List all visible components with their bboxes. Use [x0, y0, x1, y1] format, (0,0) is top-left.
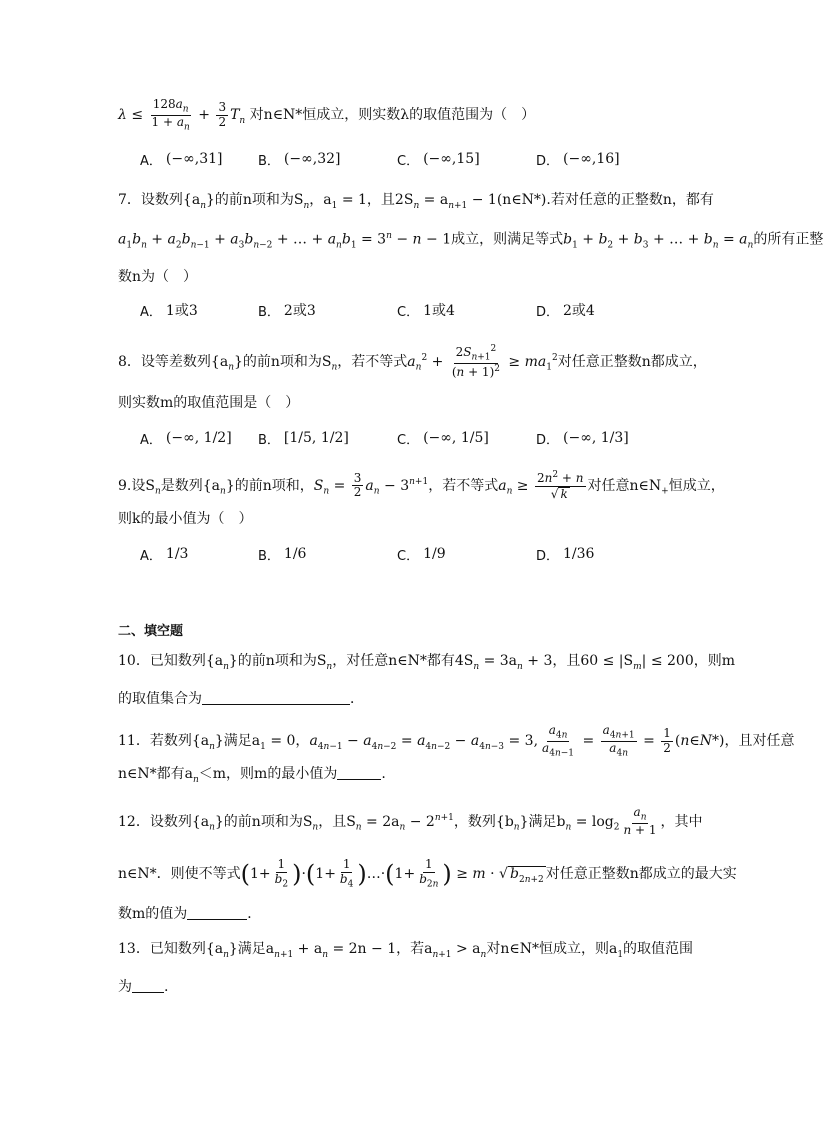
fraction: $\frac{1}{b_4}$ [339, 857, 354, 890]
fraction: $\frac{2S_{n+1}^2}{(n + 1)^2}$ [451, 344, 500, 379]
q6-option-a[interactable]: A． (−∞,31] [140, 151, 223, 169]
q7-option-a[interactable]: A． 1或3 [140, 303, 198, 320]
fraction: $\frac{1}{2}$ [663, 725, 671, 755]
q8-option-b[interactable]: B． [1/5, 1/2] [258, 430, 349, 448]
fraction: $\frac{1}{b_{2n}}$ [419, 857, 439, 890]
q8-option-d[interactable]: D． (−∞, 1/3] [536, 430, 629, 448]
q7-line3: 数n为（ ） [118, 269, 198, 285]
q11-line2: n∈N*都有$a_n<m$，则m的最小值为 . [118, 766, 386, 785]
fraction: $\frac{a_{4n}}{a_{4n-1}}$ [542, 723, 575, 759]
q12-line2: n∈N*．则使不等式(1+ $\frac{1}{b_2}$ )·(1+ $\frac{1}{b_4}$ )…·(1+ $\frac{1}{b_{2n}}$ ) ≥ m · √ $b_{2n+2}$ 对任意正整数n都成立的最大实 [118, 857, 737, 890]
q9-options [140, 537, 700, 571]
q13-line2: 为 . [118, 979, 169, 995]
answer-blank[interactable] [337, 765, 381, 780]
q12-line3: 数m的值为 ． [118, 906, 262, 922]
fraction: $\frac{1}{b_2}$ [274, 857, 289, 890]
q7-option-d[interactable]: D． 2或4 [536, 303, 595, 320]
answer-blank[interactable] [202, 690, 350, 705]
q9-option-b[interactable]: B． 1/6 [258, 546, 307, 564]
q6-option-c[interactable]: C． (−∞,15] [397, 151, 480, 169]
q6-stem-tail: 对n∈N*恒成立，则实数λ的取值范围为（ ） [249, 107, 536, 124]
q9-option-c[interactable]: C． 1/9 [397, 546, 446, 564]
fraction: $\frac{3}{2}$ [218, 99, 227, 129]
fraction: $\frac{2n^2 + n}{√ k}$ [537, 470, 584, 501]
section-heading: 二、填空题 [118, 624, 184, 639]
q9-line1: 9.设$S_n$是数列$\{a_n\}$的前n项和，$S_n$ = $\frac{3}{2}$ $a_n - 3^{n+1}$，若不等式$a_n$ ≥ $\frac{2n^2 + n}{√ k}$ 对任意$n\in N_+$恒成立， [118, 470, 725, 501]
q7-option-b[interactable]: B． 2或3 [258, 303, 316, 320]
q7-options [140, 293, 700, 327]
q7-line1: 7．设数列$\{a_n\}$的前n项和为$S_n$，$a_1 = 1$，且$2S_n = a_{n+1}$ − 1(n∈N*).若对任意的正整数n，都有 [118, 192, 714, 211]
q10-line2: 的取值集合为 ． [118, 691, 364, 707]
q13-line1: 13．已知数列$\{a_n\}$满足$a_{n+1} + a_n = 2n - 1$，若$a_{n+1} > a_n$对n∈N*恒成立，则$a_1$的取值范围 [118, 941, 694, 960]
q8-option-c[interactable]: C． (−∞, 1/5] [397, 430, 489, 448]
answer-blank[interactable] [187, 905, 247, 920]
q6-option-b[interactable]: B． (−∞,32] [258, 151, 341, 169]
q6-option-d[interactable]: D． (−∞,16] [536, 151, 620, 169]
q12-line1: 12．设数列$\{a_n\}$的前n项和为$S_n$，且$S_n = 2a_n - 2^{n+1}$，数列$\{b_n\}$满足$b_n = \log_2$ $\frac{a_n}{n + 1}$ ，其中 [118, 805, 703, 837]
q7-option-c[interactable]: C． 1或4 [397, 303, 455, 320]
q9-option-a[interactable]: A． 1/3 [140, 546, 189, 564]
fraction: $\frac{3}{2}$ [353, 470, 362, 500]
q8-options [140, 421, 700, 455]
q8-option-a[interactable]: A． (−∞, 1/2] [140, 430, 232, 448]
q7-line2: $a_1b_n + a_2b_{n-1} + a_3b_{n-2}$ + … + $a_nb_1 = 3^n - n - 1$成立，则满足等式$b_1 + b_2 + b_3$ + … + $b_n = a_n$的所有正整 [118, 231, 823, 251]
q6-stem: λ ≤ $\frac{128a_n}{1 + a_n}$ + $\frac{3}{2}$ $T_n$ 对n∈N*恒成立，则实数λ的取值范围为（ ） [118, 97, 536, 133]
q11-line1: 11．若数列$\{a_n\}$满足$a_1 = 0$，$a_{4n-1} - a_{4n-2} = a_{4n-2} - a_{4n-3} = 3$, $\frac{a_{4n}}{a_{4n-1}}$ = $\frac{a_{4n+1}}{a_{4n}}$ = $\frac{1}{2}$ (n∈N*)，且对任意 [118, 723, 795, 759]
q8-line2: 则实数m的取值范围是（ ） [118, 395, 300, 411]
q9-line2: 则k的最小值为（ ） [118, 511, 253, 527]
q6-options [140, 142, 700, 176]
q9-option-d[interactable]: D． 1/36 [536, 546, 595, 564]
q8-line1: 8．设等差数列$\{a_n\}$的前n项和为$S_n$，若不等式$a_n^2$ + $\frac{2S_{n+1}^2}{(n + 1)^2}$ ≥ $ma_1^2$对任意正整数n都成立， [118, 344, 707, 379]
fraction: $\frac{a_n}{n + 1}$ [623, 805, 657, 837]
fraction: $\frac{128a_n}{1 + a_n}$ [151, 97, 190, 133]
q10-line1: 10．已知数列$\{a_n\}$的前n项和为$S_n$，对任意n∈N*都有$4S_n = 3a_n + 3$，且$60 \le |S_m| \le 200$，则m [118, 653, 736, 672]
answer-blank[interactable] [132, 978, 164, 993]
fraction: $\frac{a_{4n+1}}{a_{4n}}$ [602, 723, 635, 759]
